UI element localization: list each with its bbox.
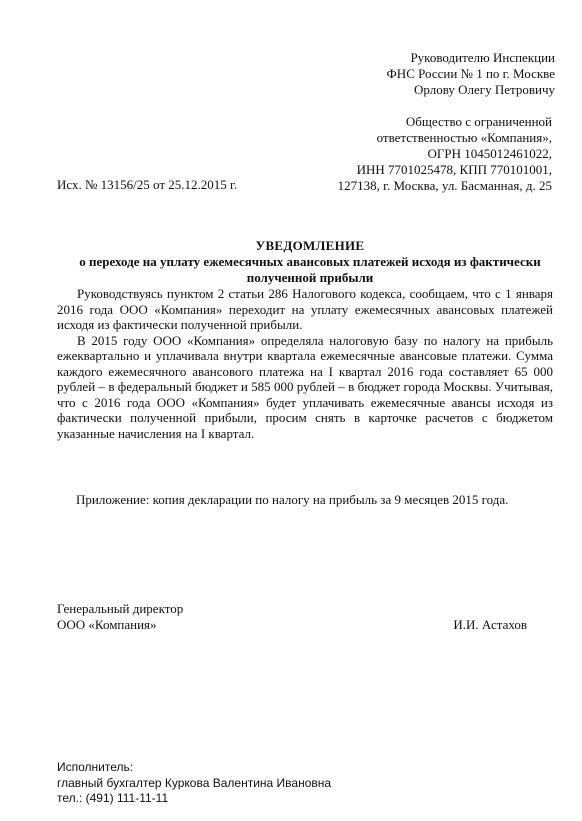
sender-line: ОГРН 1045012461022,: [427, 146, 552, 161]
sender-line: 127138, г. Москва, ул. Басманная, д. 25: [337, 178, 552, 193]
sender-line: Общество с ограниченной: [405, 114, 552, 129]
sender-line: ИНН 7701025478, КПП 770101001,: [356, 162, 552, 177]
body-paragraph: В 2015 году ООО «Компания» определяла налоговую базу по налогу на прибыль ежеквартально и уплачивала внутри квартала ежемесячные авансовые платежи. Сумма каждого ежемесячного авансового платежа на I квартал 2016 года составляет 65 000 рублей – в федеральный бюджет и 585 000 рублей – в бюджет города Москвы. Учитывая, что с 2016 года ООО «Компания» будет уплачивать ежемесячные авансы исходя из фактически полученной прибыли, просим снять в карточке расчетов с бюджетом указанные начисления на I квартал.: [57, 332, 553, 441]
executor-label: Исполнитель:: [57, 760, 134, 774]
document-title: УВЕДОМЛЕНИЕ: [255, 238, 365, 253]
signature-row: [57, 617, 527, 633]
addressee-line: Орлову Олегу Петровичу: [413, 82, 555, 97]
addressee-line: Руководителю Инспекции: [410, 50, 555, 65]
attachment-line: Приложение: копия декларации по налогу на прибыль за 9 месяцев 2015 года.: [76, 492, 509, 507]
signature-block: [57, 601, 527, 633]
body-paragraph: Руководствуясь пунктом 2 статьи 286 Налогового кодекса, сообщаем, что с 1 января 2016 года ООО «Компания» переходит на уплату ежемесячных авансовых платежей исходя из фактически полученной прибыли.: [57, 286, 553, 332]
executor-phone: тел.: (491) 111-11-11: [57, 791, 169, 805]
addressee-block: [387, 50, 555, 98]
outgoing-number: Исх. № 13156/25 от 25.12.2015 г.: [57, 177, 238, 192]
executor-block: [57, 760, 331, 807]
document-subtitle: о переходе на уплату ежемесячных авансовых платежей исходя из фактически полученной прибыли: [79, 254, 541, 285]
signer-position: Генеральный директор: [57, 601, 184, 616]
signer-company: ООО «Компания»: [57, 617, 157, 632]
sender-block: [338, 114, 552, 194]
signer-name: И.И. Астахов: [453, 617, 527, 632]
executor-person: главный бухгалтер Куркова Валентина Ивановна: [57, 775, 332, 790]
sender-line: ответственностью «Компания»,: [376, 130, 552, 145]
title-block: [30, 238, 582, 286]
body-text: [57, 286, 553, 441]
addressee-line: ФНС России № 1 по г. Москве: [386, 66, 555, 81]
